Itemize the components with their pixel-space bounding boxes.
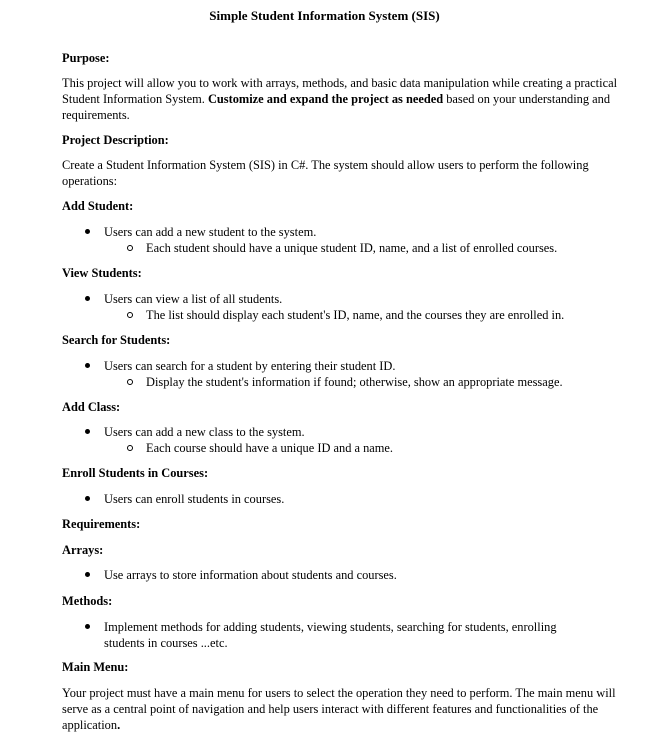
- main-menu-text-bold-end: .: [117, 718, 121, 732]
- project-description-heading: Project Description:: [62, 133, 169, 147]
- arrays-bullet: Use arrays to store information about students and courses.: [104, 567, 604, 583]
- main-menu-heading: Main Menu:: [62, 660, 129, 674]
- purpose-text-start: This project will allow you to work with arrays, methods, and basic data manipulation while creating a practical Student Information System.: [62, 76, 618, 106]
- project-description-paragraph: Create a Student Information System (SIS) in C#. The system should allow users to perform the following operations:: [62, 158, 589, 188]
- add-class-bullet: Users can add a new class to the system.: [104, 424, 604, 440]
- view-students-bullet: Users can view a list of all students.: [104, 291, 604, 307]
- enroll-bullet: Users can enroll students in courses.: [104, 491, 604, 507]
- main-menu-paragraph: [62, 685, 617, 733]
- view-students-sub-bullet: The list should display each student's ID, name, and the courses they are enrolled in.: [146, 307, 616, 323]
- add-class-heading: Add Class:: [62, 400, 121, 414]
- purpose-heading: Purpose:: [62, 51, 110, 65]
- document-title: Simple Student Information System (SIS): [209, 8, 440, 23]
- purpose-text-bold: Customize and expand the project as needed: [207, 92, 444, 106]
- requirements-heading: Requirements:: [62, 517, 141, 531]
- methods-bullet: Implement methods for adding students, viewing students, searching for students, enrolling students in courses ...etc.: [104, 619, 574, 651]
- purpose-paragraph: [62, 75, 617, 123]
- arrays-heading: Arrays:: [62, 543, 104, 557]
- search-students-sub-bullet: Display the student's information if found; otherwise, show an appropriate message.: [146, 374, 616, 390]
- main-menu-text: Your project must have a main menu for users to select the operation they need to perform. The main menu will serve as a central point of navigation and help users interact with different features and functionalities of the application: [62, 686, 616, 732]
- search-students-bullet: Users can search for a student by entering their student ID.: [104, 358, 604, 374]
- enroll-heading: Enroll Students in Courses:: [62, 466, 209, 480]
- add-student-bullet: Users can add a new student to the system.: [104, 224, 604, 240]
- add-student-sub-bullet: Each student should have a unique student ID, name, and a list of enrolled courses.: [146, 240, 616, 256]
- add-student-heading: Add Student:: [62, 199, 134, 213]
- purpose-text-end: based on your understanding and requirements.: [62, 92, 611, 122]
- search-students-heading: Search for Students:: [62, 333, 171, 347]
- add-class-sub-bullet: Each course should have a unique ID and a name.: [146, 440, 616, 456]
- methods-heading: Methods:: [62, 594, 113, 608]
- view-students-heading: View Students:: [62, 266, 142, 280]
